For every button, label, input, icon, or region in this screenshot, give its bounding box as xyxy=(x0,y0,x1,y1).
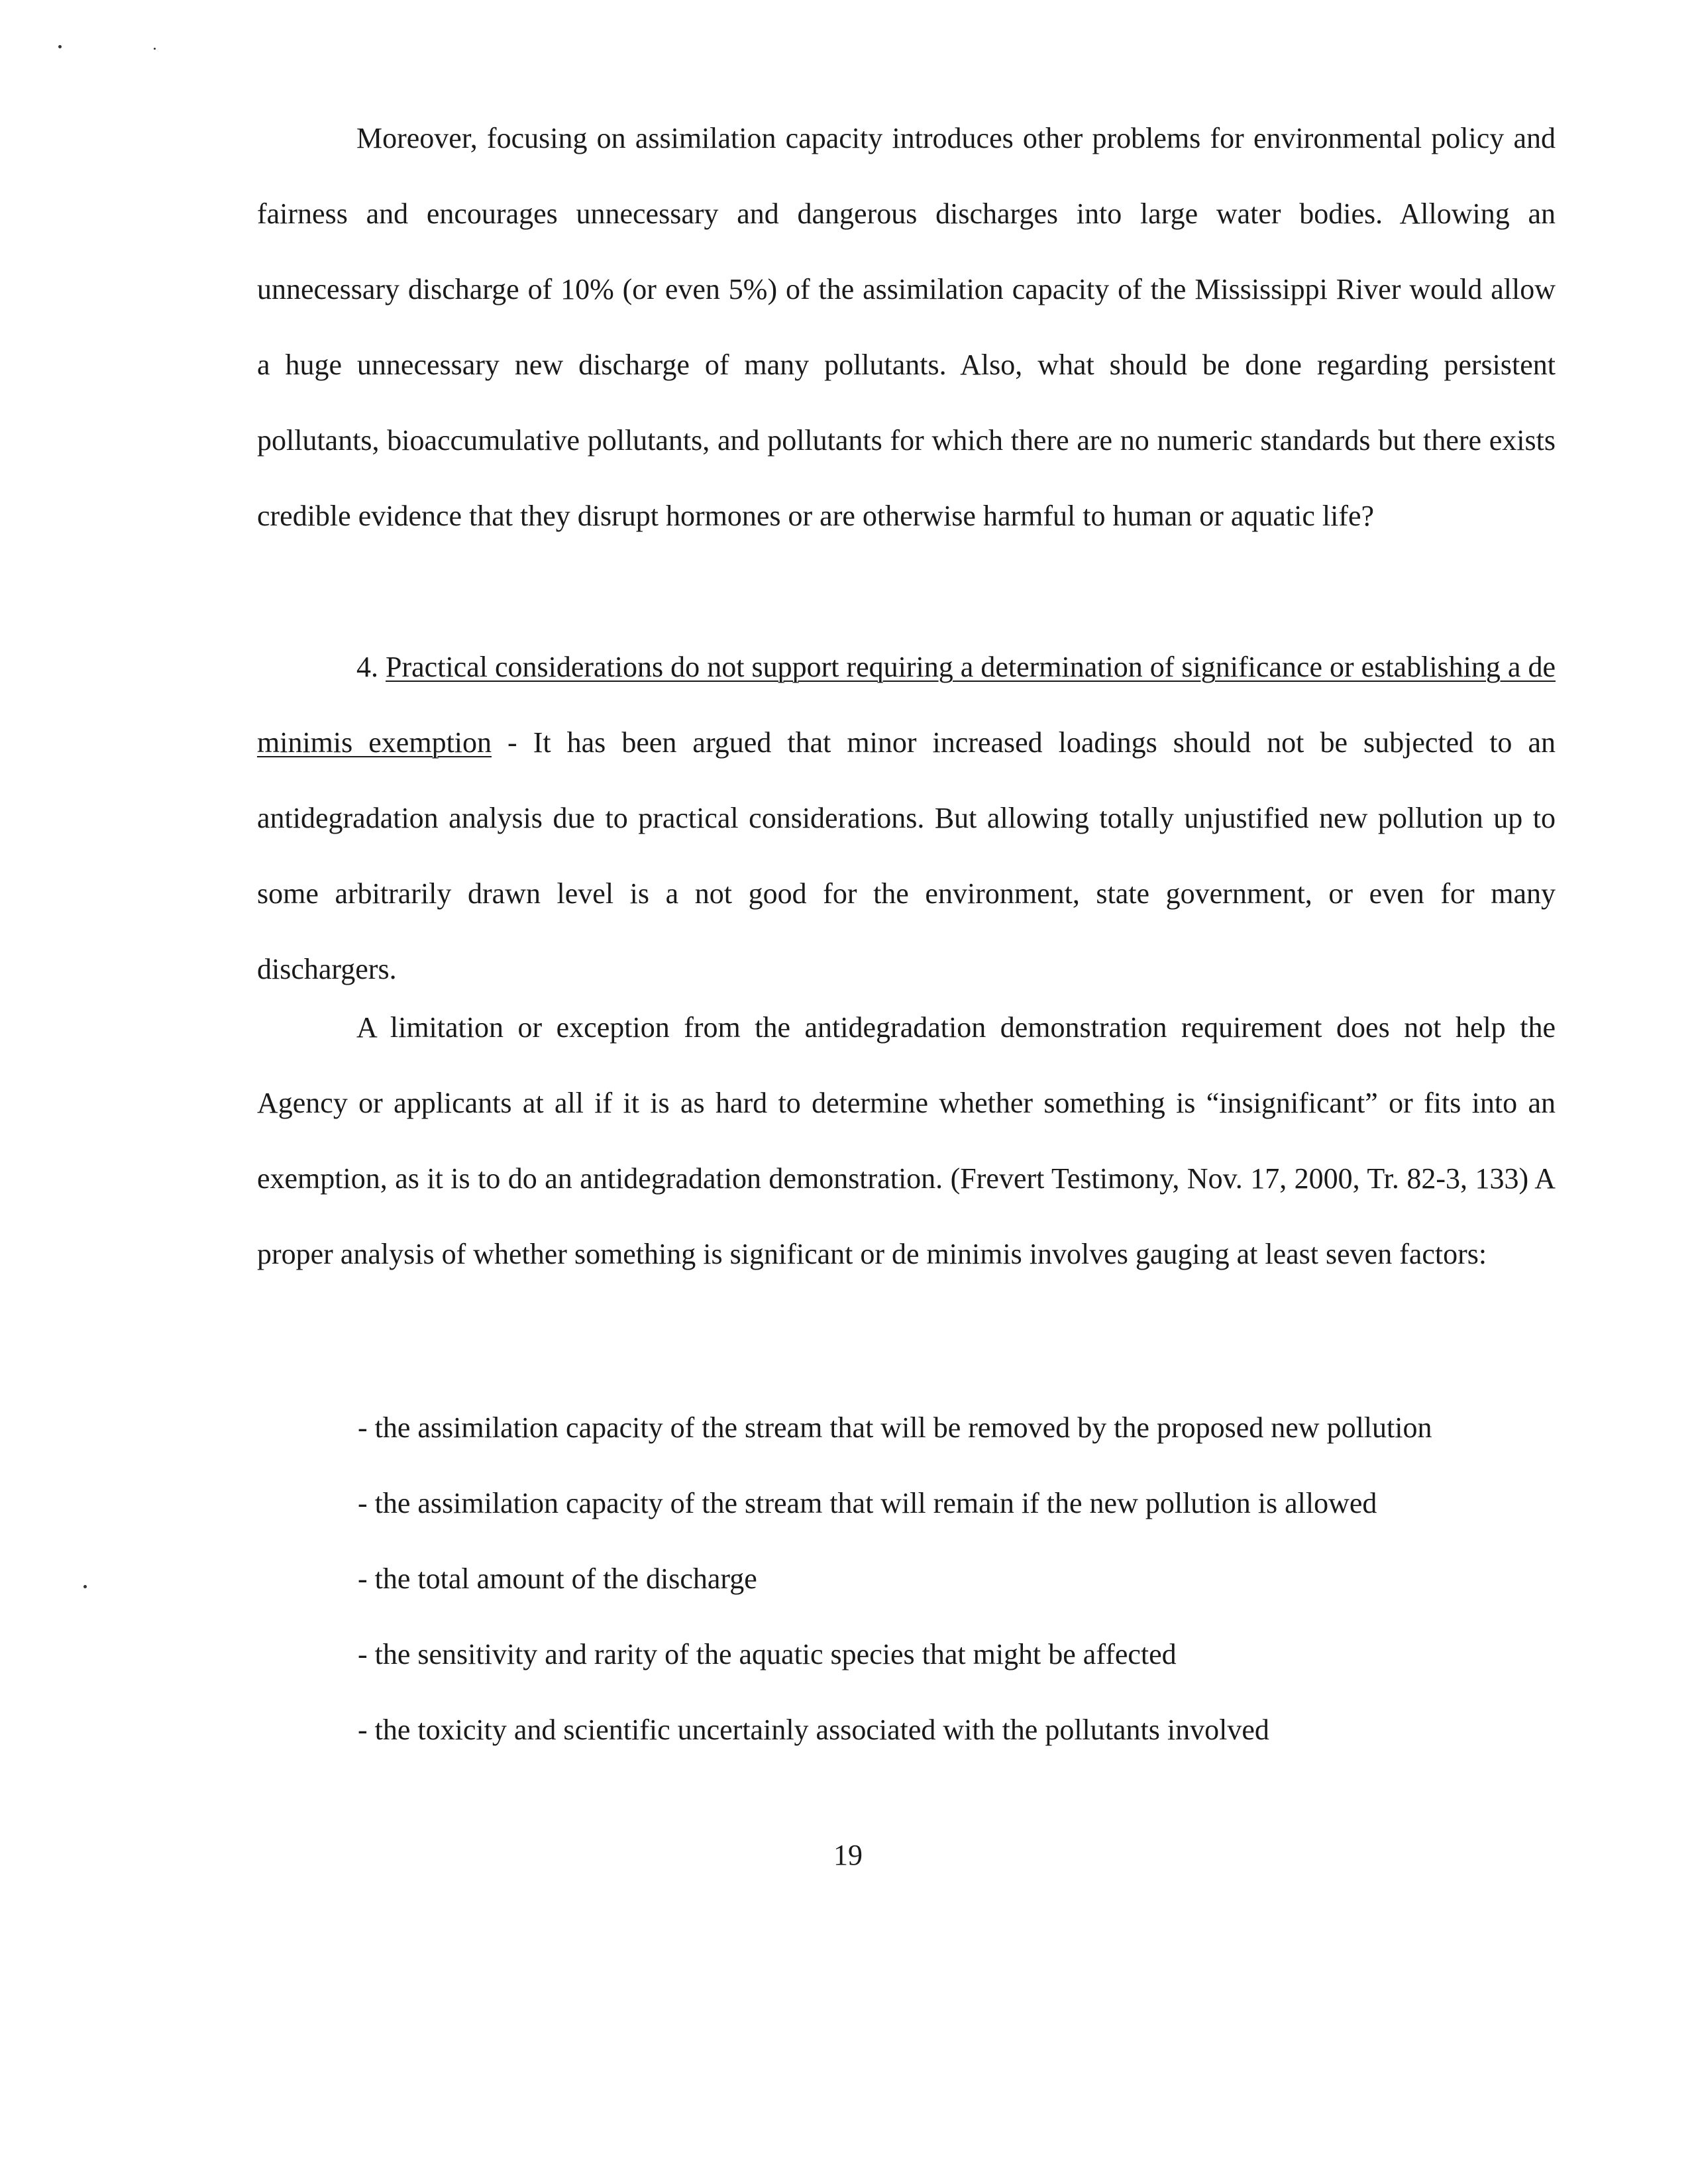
paragraph-limitation-exception: A limitation or exception from the antidegradation demonstration requirement does not help the Agency or applicants at all if it is as hard to determine whether something is “insignificant” or fits into an exemption, as it is to do an antidegradation demonstration. (Frevert Testimony, Nov. 17, 2000, Tr. 82-3, 133) A proper analysis of whether something is significant or de minimis involves gauging at least seven factors: xyxy=(257,1011,1556,1270)
factor-list xyxy=(358,1390,1570,1768)
paragraph-practical-considerations xyxy=(257,629,1556,1007)
list-item: - the total amount of the discharge xyxy=(358,1562,757,1595)
scan-speck xyxy=(83,1585,87,1588)
section-number: 4. xyxy=(356,651,378,683)
list-item: - the toxicity and scientific uncertainly associated with the pollutants involved xyxy=(358,1714,1269,1746)
list-item: - the sensitivity and rarity of the aquatic species that might be affected xyxy=(358,1638,1177,1670)
section-heading: Practical considerations do not support requiring a determination of significance or establishing a de minimis exemption xyxy=(257,651,1556,759)
section-body: - It has been argued that minor increased loadings should not be subjected to an antidegradation analysis due to practical considerations. But allowing totally unjustified new pollution up to some arbitrarily drawn level is a not good for the environment, state government, or even for many dischargers. xyxy=(257,726,1556,985)
scan-speck xyxy=(154,48,156,50)
list-item: - the assimilation capacity of the stream that will be removed by the proposed new pollution xyxy=(358,1411,1432,1444)
page-number: 19 xyxy=(833,1839,863,1871)
scan-speck xyxy=(58,45,62,48)
paragraph-assimilation-capacity: Moreover, focusing on assimilation capacity introduces other problems for environmental policy and fairness and encourages unnecessary and dangerous discharges into large water bodies. Allowing an unnecessary discharge of 10% (or even 5%) of the assimilation capacity of the Mississippi River would allow a huge unnecessary new discharge of many pollutants. Also, what should be done regarding persistent pollutants, bioaccumulative pollutants, and pollutants for which there are no numeric standards but there exists credible evidence that they disrupt hormones or are otherwise harmful to human or aquatic life? xyxy=(257,122,1556,532)
list-item: - the assimilation capacity of the stream that will remain if the new pollution is allowed xyxy=(358,1487,1377,1519)
